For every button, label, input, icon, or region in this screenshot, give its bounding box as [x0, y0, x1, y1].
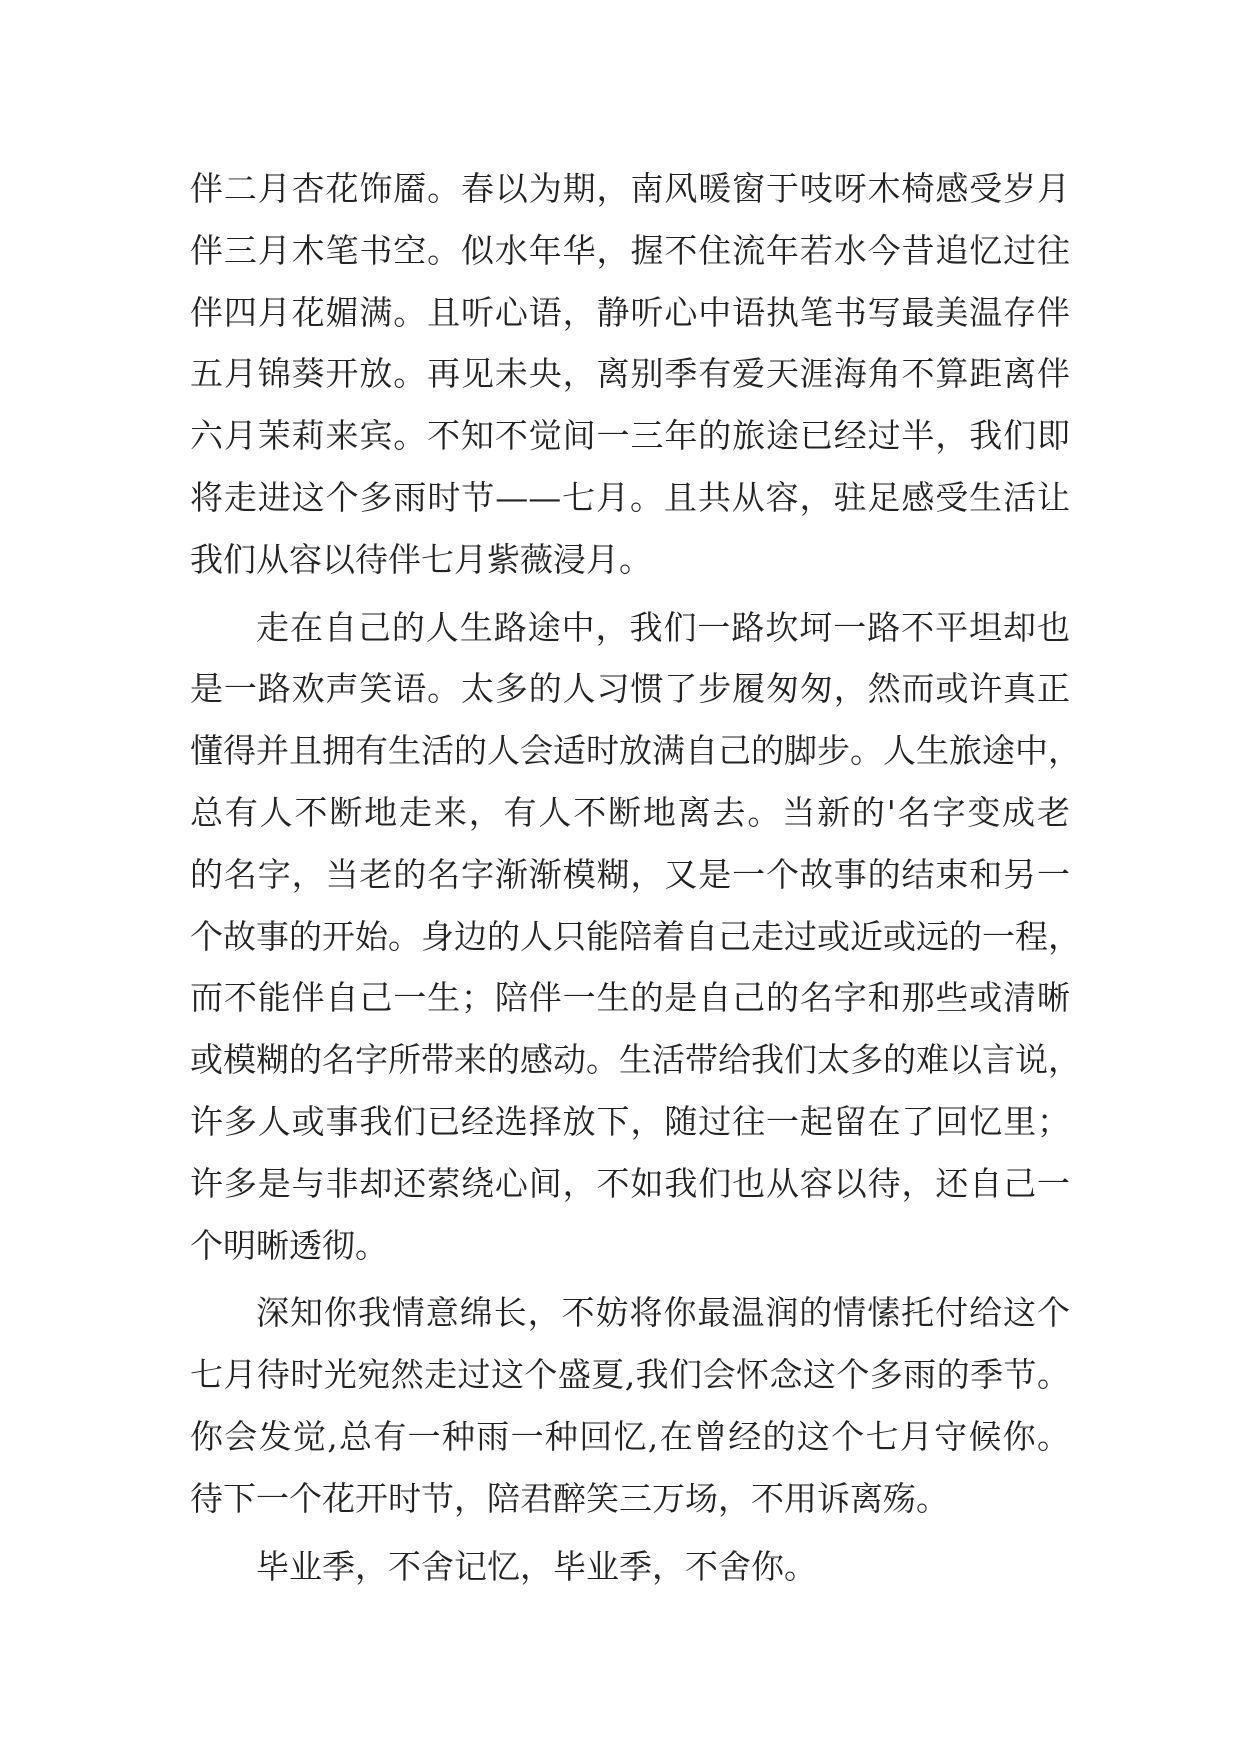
text-line: 五月锦葵开放。再见未央，离别季有爱天涯海角不算距离伴 [190, 354, 1070, 394]
text-line: 或模糊的名字所带来的感动。生活带给我们太多的难以言说， [190, 1040, 1081, 1080]
text-line: 的名字，当老的名字渐渐模糊，又是一个故事的结束和另一 [190, 854, 1070, 894]
text-line: 是一路欢声笑语。太多的人习惯了步履匆匆，然而或许真正 [190, 669, 1070, 709]
paragraph-1 [190, 158, 1070, 591]
text-line: 伴二月杏花饰靥。春以为期，南风暖窗于吱呀木椅感受岁月 [190, 169, 1070, 208]
paragraph-3 [190, 1282, 1070, 1529]
text-line: 我们从容以待伴七月紫薇浸月。 [190, 539, 652, 579]
text-line: 而不能伴自己一生；陪伴一生的是自己的名字和那些或清晰 [190, 978, 1070, 1018]
text-line: 总有人不断地走来，有人不断地离去。当新的'名字变成老 [190, 792, 1070, 832]
document-body [190, 158, 1081, 1597]
text-line: 毕业季，不舍记忆，毕业季，不舍你。 [256, 1546, 817, 1586]
text-line: 你会发觉,总有一种雨一种回忆,在曾经的这个七月守候你。 [190, 1416, 1070, 1456]
text-line: 七月待时光宛然走过这个盛夏,我们会怀念这个多雨的季节。 [190, 1355, 1070, 1395]
text-line: 伴三月木笔书空。似水年华，握不住流年若水今昔追忆过往 [190, 230, 1070, 270]
paragraph-2 [190, 597, 1081, 1277]
text-line: 懂得并且拥有生活的人会适时放满自己的脚步。人生旅途中， [190, 731, 1081, 771]
text-line: 待下一个花开时节，陪君醉笑三万场，不用诉离殇。 [190, 1478, 949, 1518]
text-line: 个故事的开始。身边的人只能陪着自己走过或近或远的一程， [190, 916, 1081, 956]
text-line: 走在自己的人生路途中，我们一路坎坷一路不平坦却也 [256, 607, 1070, 647]
text-line: 个明晰透彻。 [190, 1225, 388, 1265]
text-line: 许多是与非却还萦绕心间，不如我们也从容以待，还自己一 [190, 1163, 1070, 1203]
text-line: 六月茉莉来宾。不知不觉间一三年的旅途已经过半，我们即 [190, 416, 1070, 456]
paragraph-4 [190, 1536, 1070, 1598]
text-line: 深知你我情意绵长，不妨将你最温润的情愫托付给这个 [256, 1293, 1070, 1333]
text-line: 伴四月花媚满。且听心语，静听心中语执笔书写最美温存伴 [190, 292, 1070, 332]
text-line: 许多人或事我们已经选择放下，随过往一起留在了回忆里； [190, 1101, 1070, 1141]
text-line: 将走进这个多雨时节——七月。且共从容，驻足感受生活让 [190, 477, 1070, 517]
